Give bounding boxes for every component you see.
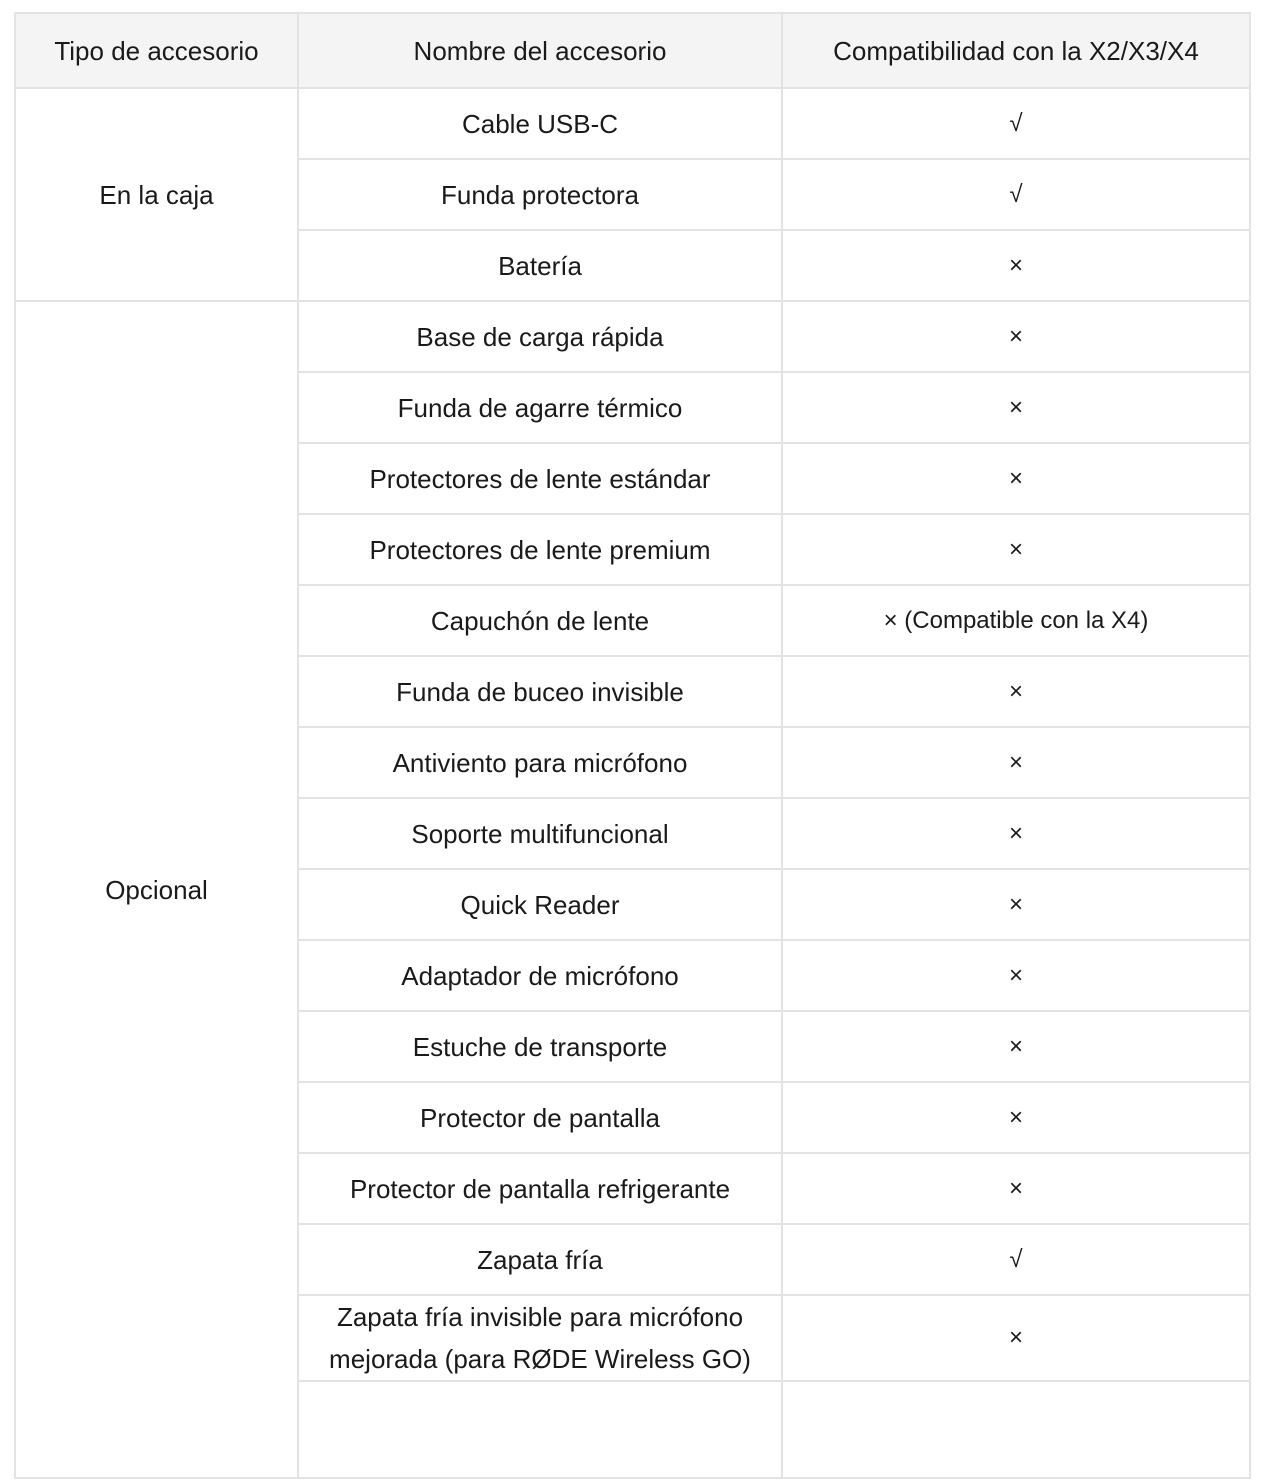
compatibility-value: × bbox=[782, 1011, 1250, 1082]
accessory-compatibility-table bbox=[14, 12, 1251, 1479]
accessory-name: Funda de agarre térmico bbox=[298, 372, 782, 443]
accessory-name: Adaptador de micrófono bbox=[298, 940, 782, 1011]
table-row bbox=[15, 301, 1250, 372]
compatibility-value: × bbox=[782, 869, 1250, 940]
compatibility-value: √ bbox=[782, 88, 1250, 159]
compatibility-value: × bbox=[782, 443, 1250, 514]
accessory-name: Protectores de lente estándar bbox=[298, 443, 782, 514]
header-compatibility: Compatibilidad con la X2/X3/X4 bbox=[782, 13, 1250, 88]
accessory-name: Soporte multifuncional bbox=[298, 798, 782, 869]
compatibility-value: × bbox=[782, 230, 1250, 301]
accessory-name: Zapata fría bbox=[298, 1224, 782, 1295]
compatibility-value: √ bbox=[782, 159, 1250, 230]
compatibility-value: × bbox=[782, 301, 1250, 372]
compatibility-value: × (Compatible con la X4) bbox=[782, 585, 1250, 656]
accessory-name: Batería bbox=[298, 230, 782, 301]
accessory-name: Capuchón de lente bbox=[298, 585, 782, 656]
accessory-name: Zapata fría invisible para micrófono mejorada (para RØDE Wireless GO) bbox=[298, 1295, 782, 1381]
group-in-box: En la caja bbox=[15, 88, 298, 301]
accessory-name: Cable USB-C bbox=[298, 88, 782, 159]
compatibility-value: × bbox=[782, 1082, 1250, 1153]
header-accessory-name: Nombre del accesorio bbox=[298, 13, 782, 88]
compatibility-value: × bbox=[782, 514, 1250, 585]
compatibility-value bbox=[782, 1381, 1250, 1478]
compatibility-value: × bbox=[782, 372, 1250, 443]
compatibility-value: × bbox=[782, 656, 1250, 727]
accessory-name: Funda de buceo invisible bbox=[298, 656, 782, 727]
table-row bbox=[15, 88, 1250, 159]
accessory-name: Protector de pantalla bbox=[298, 1082, 782, 1153]
accessory-name: Base de carga rápida bbox=[298, 301, 782, 372]
compatibility-value: × bbox=[782, 940, 1250, 1011]
compatibility-value: × bbox=[782, 798, 1250, 869]
compatibility-value: √ bbox=[782, 1224, 1250, 1295]
accessory-name: Estuche de transporte bbox=[298, 1011, 782, 1082]
accessory-name: Antiviento para micrófono bbox=[298, 727, 782, 798]
accessory-name: Protector de pantalla refrigerante bbox=[298, 1153, 782, 1224]
accessory-name: Funda protectora bbox=[298, 159, 782, 230]
compatibility-value: × bbox=[782, 1153, 1250, 1224]
compatibility-value: × bbox=[782, 727, 1250, 798]
accessory-name: Quick Reader bbox=[298, 869, 782, 940]
accessory-name bbox=[298, 1381, 782, 1478]
header-accessory-type: Tipo de accesorio bbox=[15, 13, 298, 88]
accessory-name: Protectores de lente premium bbox=[298, 514, 782, 585]
table-header-row bbox=[15, 13, 1250, 88]
compatibility-value: × bbox=[782, 1295, 1250, 1381]
group-optional: Opcional bbox=[15, 301, 298, 1478]
